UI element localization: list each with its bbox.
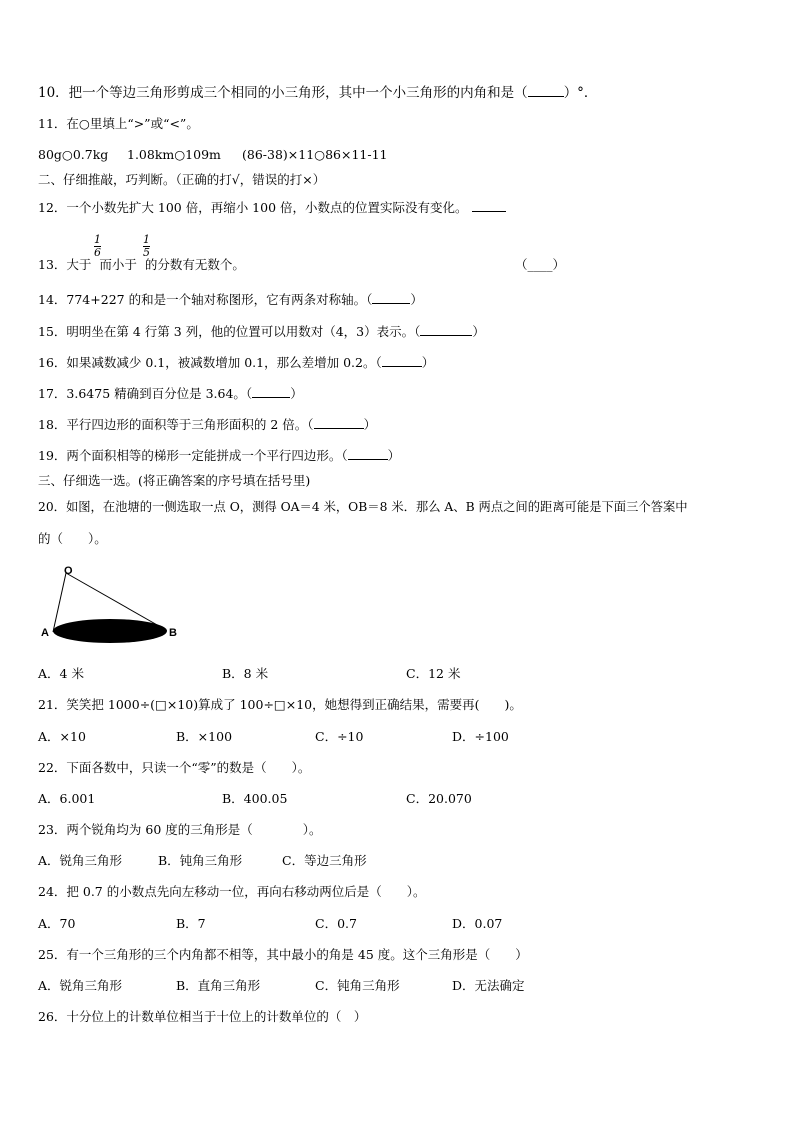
question-16-text: 16．如果减数减少 0.1，被减数增加 0.1，那么差增加 0.2。（ [38, 355, 382, 370]
question-20 [38, 499, 688, 515]
question-13-mid: 而小于 [99, 257, 137, 272]
section-3-text: 三、仔细选一选。(将正确答案的序号填在括号里) [38, 473, 311, 488]
section-2-heading [38, 172, 325, 188]
question-15 [38, 323, 485, 340]
option-c[interactable]: C．20.070 [406, 791, 472, 806]
question-13-post: 的分数有无数个。 [144, 257, 245, 272]
question-17-text: 17．3.6475 精确到百分位是 3.64。（ [38, 386, 253, 401]
question-14 [38, 291, 423, 308]
question-19 [38, 447, 400, 464]
question-20-line2 [38, 531, 107, 547]
option-b[interactable]: B．400.05 [222, 791, 288, 806]
option-c[interactable]: C．0.7 [315, 916, 357, 931]
question-10-tail: ）°． [563, 85, 598, 101]
answer-blank[interactable] [314, 416, 364, 429]
option-a[interactable]: A．6.001 [38, 791, 96, 806]
question-22-text: 22．下面各数中，只读一个“零”的数是（ ）。 [38, 760, 311, 775]
answer-blank[interactable] [372, 291, 410, 304]
label-b: B [169, 627, 177, 639]
question-21-text: 21．笑笑把 1000÷(□×10)算成了 100÷□×10，她想得到正确结果，需要再( )。 [38, 697, 522, 712]
pond-figure [36, 560, 176, 650]
compare-item[interactable]: (86-38)×11○86×11-11 [242, 147, 388, 162]
compare-item[interactable]: 1.08km○109m [127, 147, 221, 162]
fraction-one-fifth [143, 234, 150, 258]
option-b[interactable]: B．直角三角形 [176, 978, 261, 993]
question-10-text: 10．把一个等边三角形剪成三个相同的小三角形，其中一个小三角形的内角和是（ [38, 85, 528, 101]
question-17 [38, 385, 303, 402]
question-15-tail: ） [472, 324, 485, 339]
question-19-tail: ） [387, 448, 401, 463]
question-13-answer[interactable]: （____） [515, 257, 566, 272]
question-14-tail: ） [410, 292, 423, 307]
question-22 [38, 760, 310, 776]
question-11 [38, 116, 199, 132]
option-b[interactable]: B．×100 [176, 729, 233, 744]
question-23 [38, 822, 322, 838]
question-10 [38, 84, 597, 101]
question-15-text: 15．明明坐在第 4 行第 3 列，他的位置可以用数对（4，3）表示。（ [38, 324, 421, 339]
answer-blank[interactable] [348, 447, 388, 460]
option-a[interactable]: A．70 [38, 916, 76, 931]
label-a: A [41, 627, 49, 639]
question-17-tail: ） [290, 386, 303, 401]
option-c[interactable]: C．钝角三角形 [315, 978, 400, 993]
question-21 [38, 697, 522, 713]
fraction-denominator: 5 [143, 246, 150, 259]
option-a[interactable]: A．×10 [38, 729, 86, 744]
question-13-pre: 13．大于 [38, 257, 92, 272]
option-b[interactable]: B．钝角三角形 [158, 853, 243, 868]
option-d[interactable]: D．0.07 [452, 916, 503, 931]
question-18 [38, 416, 376, 433]
question-20-line1: 20．如图，在池塘的一侧选取一点 O，测得 OA＝4 米，OB＝8 米．那么 A、B 两点之间的距离可能是下面三个答案中 [38, 500, 688, 514]
pond-shape [53, 619, 167, 643]
option-b[interactable]: B．7 [176, 916, 206, 931]
section-3-heading [38, 473, 310, 489]
answer-blank[interactable] [382, 354, 422, 367]
option-c[interactable]: C．÷10 [315, 729, 364, 744]
answer-blank[interactable] [420, 323, 472, 336]
fraction-one-sixth [94, 234, 101, 258]
option-d[interactable]: D．÷100 [452, 729, 509, 744]
question-24-text: 24．把 0.7 的小数点先向左移动一位，再向右移动两位后是（ ）。 [38, 884, 426, 899]
question-25 [38, 947, 528, 963]
question-19-text: 19．两个面积相等的梯形一定能拼成一个平行四边形。（ [38, 448, 348, 463]
question-24 [38, 884, 425, 900]
option-d[interactable]: D．无法确定 [452, 978, 525, 993]
section-2-text: 二、仔细推敲，巧判断。（正确的打√，错误的打×） [38, 172, 326, 187]
question-23-text: 23．两个锐角均为 60 度的三角形是（ ）。 [38, 822, 322, 837]
question-16-tail: ） [421, 355, 435, 370]
option-a[interactable]: A．锐角三角形 [38, 853, 123, 868]
answer-blank[interactable] [472, 199, 506, 212]
compare-item[interactable]: 80g○0.7kg [38, 147, 109, 162]
question-16 [38, 354, 434, 371]
question-13 [38, 257, 245, 273]
question-12-text: 12．一个小数先扩大 100 倍，再缩小 100 倍，小数点的位置实际没有变化。 [38, 200, 468, 215]
question-18-tail: ） [363, 417, 377, 432]
question-26 [38, 1009, 366, 1025]
option-a[interactable]: A．锐角三角形 [38, 978, 123, 993]
question-25-text: 25．有一个三角形的三个内角都不相等，其中最小的角是 45 度。这个三角形是（ ） [38, 947, 528, 962]
question-26-text: 26．十分位上的计数单位相当于十位上的计数单位的（ ） [38, 1009, 367, 1024]
question-14-text: 14．774+227 的和是一个轴对称图形，它有两条对称轴。（ [38, 292, 373, 307]
question-18-text: 18．平行四边形的面积等于三角形面积的 2 倍。（ [38, 417, 314, 432]
fraction-numerator: 1 [143, 233, 150, 246]
question-11-text: 11．在○里填上“>”或“<”。 [38, 116, 199, 131]
option-c[interactable]: C．12 米 [406, 666, 461, 681]
answer-blank[interactable] [252, 385, 290, 398]
option-a[interactable]: A．4 米 [38, 666, 84, 681]
label-o: O [64, 565, 73, 577]
option-c[interactable]: C．等边三角形 [282, 853, 367, 868]
segment-oa [53, 573, 66, 632]
answer-blank[interactable] [528, 84, 564, 97]
fraction-denominator: 6 [94, 246, 101, 259]
question-20-line2-text: 的（ ）。 [38, 531, 107, 546]
option-b[interactable]: B．8 米 [222, 666, 269, 681]
question-12 [38, 199, 506, 216]
fraction-numerator: 1 [94, 233, 101, 246]
